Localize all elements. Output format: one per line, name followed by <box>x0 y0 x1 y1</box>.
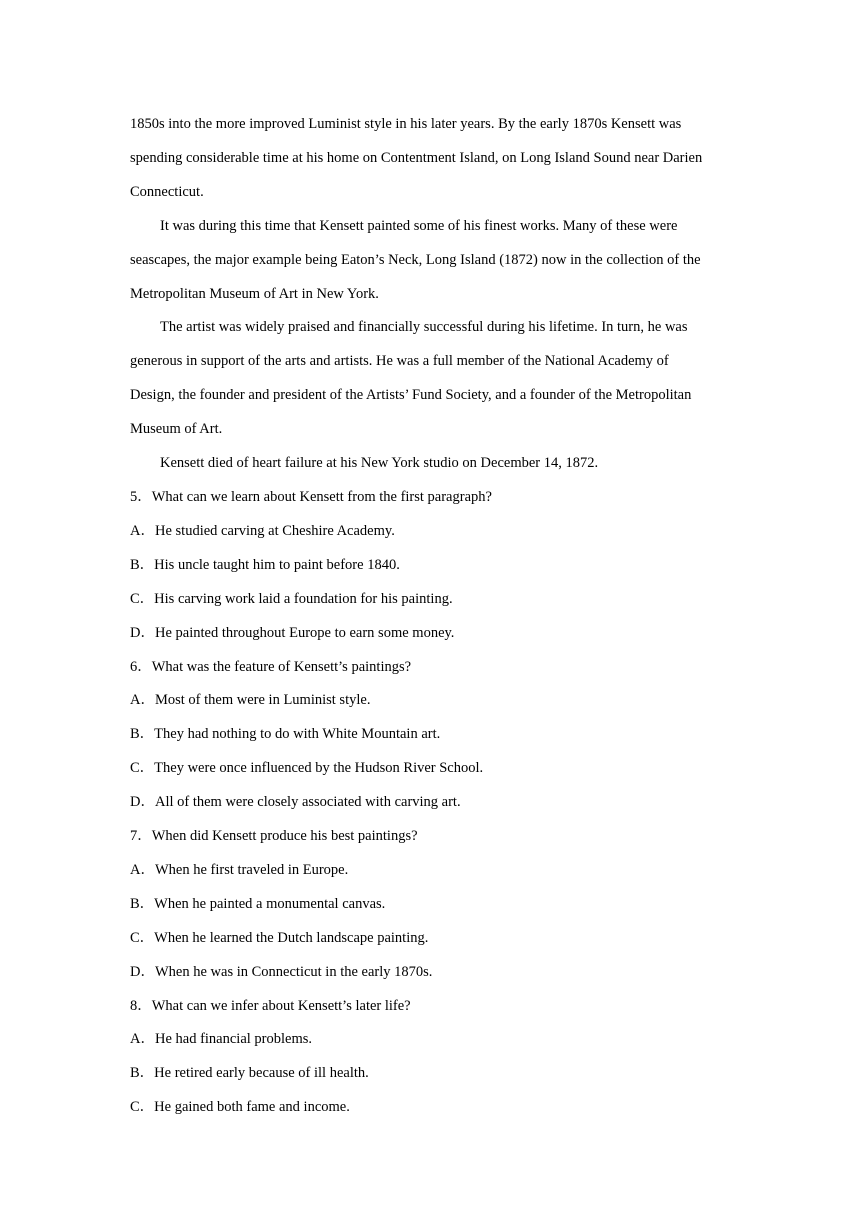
option-letter: C． <box>130 760 155 777</box>
question-stem <box>130 481 732 515</box>
passage-line: The artist was widely praised and financially successful during his lifetime. In turn, he was <box>160 319 688 336</box>
answer-option[interactable] <box>130 1091 732 1125</box>
question-block <box>130 481 732 651</box>
option-letter: A． <box>130 692 155 709</box>
question-text: What can we learn about Kensett from the first paragraph? <box>151 488 492 505</box>
answer-option[interactable] <box>130 684 732 718</box>
option-letter: B． <box>130 895 155 912</box>
answer-option[interactable] <box>130 888 732 922</box>
passage-line: generous in support of the arts and artists. He was a full member of the National Academy of <box>130 353 669 370</box>
passage-paragraph <box>130 210 732 312</box>
option-letter: A． <box>130 861 155 878</box>
passage-line: seascapes, the major example being Eaton’s Neck, Long Island (1872) now in the collection of the <box>130 251 701 268</box>
option-text: He retired early because of ill health. <box>154 1065 369 1082</box>
option-letter: B． <box>130 726 155 743</box>
passage-line: 1850s into the more improved Luminist style in his later years. By the early 1870s Kensett was <box>130 116 682 132</box>
question-number: 8． <box>130 997 152 1014</box>
passage-line: Connecticut. <box>130 183 204 200</box>
question-block <box>130 820 732 990</box>
option-text: His uncle taught him to paint before 1840. <box>154 556 400 573</box>
option-text: His carving work laid a foundation for his painting. <box>154 590 453 607</box>
option-letter: A． <box>130 522 155 539</box>
answer-option[interactable] <box>130 515 732 549</box>
option-text: He painted throughout Europe to earn some money. <box>154 624 455 641</box>
question-stem <box>130 990 732 1024</box>
option-letter: D． <box>130 794 155 811</box>
answer-option[interactable] <box>130 1023 732 1057</box>
passage-line: It was during this time that Kensett painted some of his finest works. Many of these were <box>160 217 678 234</box>
passage-line: spending considerable time at his home on Contentment Island, on Long Island Sound near Darien <box>130 149 703 166</box>
answer-option[interactable] <box>130 1057 732 1091</box>
question-number: 6． <box>130 658 152 675</box>
option-letter: B． <box>130 556 155 573</box>
option-letter: B． <box>130 1065 155 1082</box>
answer-option[interactable] <box>130 583 732 617</box>
answer-option[interactable] <box>130 549 732 583</box>
question-block <box>130 651 732 821</box>
answer-option[interactable] <box>130 617 732 651</box>
option-text: Most of them were in Luminist style. <box>154 692 371 709</box>
option-letter: A． <box>130 1031 155 1048</box>
option-letter: C． <box>130 929 155 946</box>
passage-paragraph <box>130 311 732 447</box>
option-text: When he was in Connecticut in the early 1870s. <box>154 963 433 980</box>
question-stem <box>130 651 732 685</box>
option-text: When he first traveled in Europe. <box>154 861 349 878</box>
passage-line: Design, the founder and president of the Artists’ Fund Society, and a founder of the Metropolitan <box>130 387 692 404</box>
question-text: When did Kensett produce his best paintings? <box>151 828 418 845</box>
option-text: When he painted a monumental canvas. <box>154 895 386 912</box>
answer-option[interactable] <box>130 752 732 786</box>
answer-option[interactable] <box>130 854 732 888</box>
answer-option[interactable] <box>130 956 732 990</box>
option-text: He studied carving at Cheshire Academy. <box>154 522 395 539</box>
passage-line: Kensett died of heart failure at his New York studio on December 14, 1872. <box>160 455 599 472</box>
option-text: He gained both fame and income. <box>154 1099 350 1116</box>
option-text: All of them were closely associated with carving art. <box>154 794 461 811</box>
question-number: 5． <box>130 488 152 505</box>
option-letter: D． <box>130 624 155 641</box>
option-text: They were once influenced by the Hudson River School. <box>154 760 484 777</box>
option-text: When he learned the Dutch landscape painting. <box>154 929 429 946</box>
passage-line: Museum of Art. <box>130 421 223 438</box>
passage-paragraph <box>130 447 732 481</box>
question-number: 7． <box>130 828 152 845</box>
option-text: They had nothing to do with White Mountain art. <box>154 726 441 743</box>
answer-option[interactable] <box>130 718 732 752</box>
passage-paragraph <box>130 108 732 210</box>
document-body <box>130 108 732 1125</box>
answer-option[interactable] <box>130 922 732 956</box>
option-letter: C． <box>130 590 155 607</box>
question-text: What can we infer about Kensett’s later life? <box>151 997 411 1014</box>
question-text: What was the feature of Kensett’s paintings? <box>151 658 412 675</box>
question-block <box>130 990 732 1126</box>
answer-option[interactable] <box>130 786 732 820</box>
question-stem <box>130 820 732 854</box>
option-letter: C． <box>130 1099 155 1116</box>
option-text: He had financial problems. <box>154 1031 313 1048</box>
passage-line: Metropolitan Museum of Art in New York. <box>130 285 379 302</box>
option-letter: D． <box>130 963 155 980</box>
